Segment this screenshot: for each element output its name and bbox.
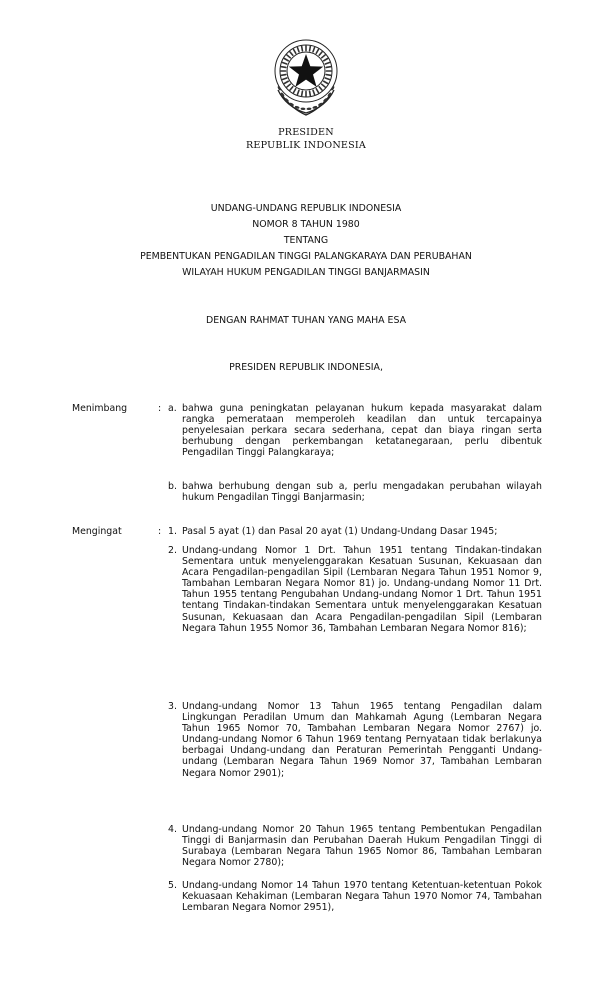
mengingat-item-5 [168, 880, 542, 913]
mengingat-label: Mengingat [72, 526, 122, 537]
preamble-blessing: DENGAN RAHMAT TUHAN YANG MAHA ESA [205, 315, 407, 326]
header-president: PRESIDEN [278, 127, 334, 138]
menimbang-label: Menimbang [72, 403, 128, 414]
mengingat-item-1 [168, 526, 542, 537]
mengingat-item-4 [168, 824, 542, 868]
item-text: Undang-undang Nomor 1 Drt. Tahun 1951 tentang Tindakan-tindakan Sementara untuk menyelenggarakan Kesatuan Susunan, Kekuasaan dan Acara Pengadilan-pengadilan Sipil (Lembaran Negara Tahun 1951 Nomor 9, Tambahan Lembaran Negara Nomor 81) jo. Undang-undang Nomor 11 Drt. Tahun 1955 tentang Pengubahan Undang-undang Nomor 1 Drt. Tahun 1951 tentang Tindakan-tindakan Sementara untuk menyelenggarakan Kesatuan Susunan, Kekuasaan dan Acara Pengadilan-pengadilan Sipil (Lembaran Negara Tahun 1955 Nomor 36, Tambahan Lembaran Negara Nomor 816); [182, 545, 542, 634]
presidential-emblem-icon [266, 35, 346, 121]
item-marker: 2. [168, 545, 177, 556]
item-marker: b. [168, 481, 177, 492]
mengingat-item-2 [168, 545, 542, 634]
item-text: Undang-undang Nomor 20 Tahun 1965 tentang Pembentukan Pengadilan Tinggi di Banjarmasin dan Perubahan Daerah Hukum Pengadilan Tinggi di Surabaya (Lembaran Negara Tahun 1965 Nomor 86, Tambahan Lembaran Negara Nomor 2780); [182, 824, 542, 869]
item-marker: a. [168, 403, 177, 414]
menimbang-item-a [168, 403, 542, 458]
title-subject-1: PEMBENTUKAN PENGADILAN TINGGI PALANGKARAYA DAN PERUBAHAN [140, 251, 472, 262]
menimbang-colon: : [158, 403, 162, 414]
mengingat-colon: : [158, 526, 162, 537]
title-subject-2: WILAYAH HUKUM PENGADILAN TINGGI BANJARMASIN [182, 267, 430, 278]
title-about: TENTANG [283, 235, 329, 246]
item-marker: 4. [168, 824, 177, 835]
title-law: UNDANG-UNDANG REPUBLIK INDONESIA [210, 203, 402, 214]
item-marker: 1. [168, 526, 177, 537]
item-marker: 3. [168, 701, 177, 712]
item-text: bahwa berhubung dengan sub a, perlu mengadakan perubahan wilayah hukum Pengadilan Tinggi Banjarmasin; [182, 481, 542, 504]
item-text: Undang-undang Nomor 13 Tahun 1965 tentang Pengadilan dalam Lingkungan Peradilan Umum dan Mahkamah Agung (Lembaran Negara Tahun 1965 Nomor 70, Tambahan Lembaran Negara Nomor 2767) jo. Undang-undang Nomor 6 Tahun 1969 tentang Pernyataan tidak berlakunya berbagai Undang-undang dan Peraturan Pemerintah Pengganti Undang-undang (Lembaran Negara Tahun 1969 Nomor 37, Tambahan Lembaran Negara Nomor 2901); [182, 701, 542, 779]
preamble-president: PRESIDEN REPUBLIK INDONESIA, [229, 362, 383, 373]
menimbang-item-b [168, 481, 542, 503]
header-republic: REPUBLIK INDONESIA [245, 140, 367, 151]
item-marker: 5. [168, 880, 177, 891]
item-text: Pasal 5 ayat (1) dan Pasal 20 ayat (1) Undang-Undang Dasar 1945; [182, 526, 498, 537]
item-text: bahwa guna peningkatan pelayanan hukum kepada masyarakat dalam rangka pemerataan memperoleh keadilan dan untuk tercapainya penyelesaian perkara secara sederhana, cepat dan biaya ringan serta berhubung dengan perkembangan ketatanegaraan, perlu dibentuk Pengadilan Tinggi Palangkaraya; [182, 403, 542, 459]
item-text: Undang-undang Nomor 14 Tahun 1970 tentang Ketentuan-ketentuan Pokok Kekuasaan Kehakiman (Lembaran Negara Tahun 1970 Nomor 74, Tambahan Lembaran Negara Nomor 2951), [182, 880, 542, 914]
mengingat-item-3 [168, 701, 542, 779]
title-number: NOMOR 8 TAHUN 1980 [252, 219, 360, 230]
